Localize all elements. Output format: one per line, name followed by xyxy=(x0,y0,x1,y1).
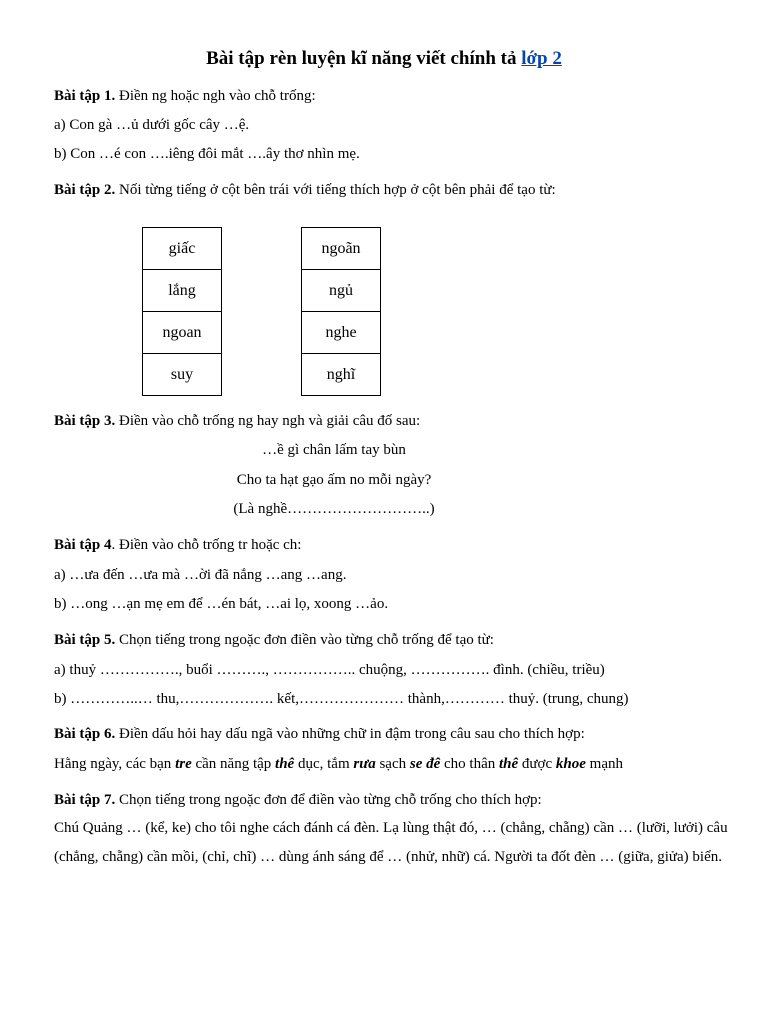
left-word-cell[interactable]: lắng xyxy=(143,270,222,312)
left-word-cell[interactable]: suy xyxy=(143,354,222,396)
exercise-label: Bài tập 5. xyxy=(54,632,116,648)
exercise-6-sentence xyxy=(54,754,623,774)
bold-word: thê xyxy=(499,756,519,772)
sentence-text: sạch xyxy=(375,756,410,772)
exercise-instruction: Điền ng hoặc ngh vào chỗ trống: xyxy=(115,88,316,104)
right-word-cell[interactable]: nghe xyxy=(302,312,381,354)
exercise-4-item-a: a) …ưa đến …ưa mà …ời đã nắng …ang …ang. xyxy=(54,567,347,583)
exercise-instruction: Chọn tiếng trong ngoặc đơn điền vào từng chỗ trống để tạo từ: xyxy=(115,632,494,648)
sentence-text: dục, tắm xyxy=(294,756,354,772)
sentence-text: Hằng ngày, các bạn xyxy=(54,756,176,772)
exercise-label: Bài tập 1. xyxy=(54,88,116,104)
right-column-table xyxy=(301,227,381,396)
exercise-6-heading xyxy=(54,724,585,744)
right-word-cell[interactable]: nghĩ xyxy=(302,354,381,396)
exercise-5-item-b: b) …………..… thu,………………. kết,………………… thành,………… thuỷ. (trung, chung) xyxy=(54,691,629,707)
exercise-label: Bài tập 7. xyxy=(54,792,116,808)
riddle-line-2: Cho ta hạt gạo ấm no mỗi ngày? xyxy=(236,472,432,488)
bold-word: se đê xyxy=(409,756,441,772)
sentence-text: mạnh xyxy=(585,756,623,772)
bold-word: tre xyxy=(175,756,192,772)
left-column-table xyxy=(142,227,222,396)
exercise-instruction: Điền dấu hỏi hay dấu ngã vào những chữ in đậm trong câu sau cho thích hợp: xyxy=(115,726,585,742)
riddle-answer-line: (Là nghề………………………..) xyxy=(233,501,435,517)
sentence-text: cần năng tập xyxy=(191,756,276,772)
exercise-label: Bài tập 3. xyxy=(54,413,116,429)
grade-link[interactable]: lớp 2 xyxy=(521,48,562,69)
title-text: Bài tập rèn luyện kĩ năng viết chính tả xyxy=(206,48,517,69)
exercise-label: Bài tập 2. xyxy=(54,182,116,198)
exercise-1-heading xyxy=(54,86,316,106)
exercise-5-heading xyxy=(54,630,494,650)
exercise-5-item-a: a) thuỷ ……………., buổi ………., …………….. chuộng, ……………. đình. (chiều, triều) xyxy=(54,662,605,678)
exercise-instruction: Chọn tiếng trong ngoặc đơn để điền vào từng chỗ trống cho thích hợp: xyxy=(115,792,542,808)
exercise-label: Bài tập 6. xyxy=(54,726,116,742)
exercise-2-heading xyxy=(54,180,556,200)
exercise-instruction: Điền vào chỗ trống ng hay ngh và giải câu đố sau: xyxy=(115,413,421,429)
sentence-text: cho thân xyxy=(440,756,499,772)
exercise-4-heading xyxy=(54,535,301,555)
riddle-line-1: …ề gì chân lấm tay bùn xyxy=(262,442,406,458)
exercise-instruction: Nối từng tiếng ở cột bên trái với tiếng thích hợp ở cột bên phải để tạo từ: xyxy=(115,182,556,198)
right-word-cell[interactable]: ngoãn xyxy=(302,228,381,270)
sentence-text: được xyxy=(518,756,556,772)
bold-word: thê xyxy=(275,756,295,772)
exercise-1-item-b: b) Con …é con ….iêng đôi mắt ….ây thơ nhìn mẹ. xyxy=(54,146,360,162)
exercise-1-item-a: a) Con gà …ủ dưới gốc cây …ệ. xyxy=(54,117,250,133)
exercise-7-heading xyxy=(54,790,542,810)
exercise-label: Bài tập 4 xyxy=(54,537,112,553)
page-title xyxy=(54,47,714,71)
bold-word: rưa xyxy=(353,756,376,772)
exercise-7-paragraph: Chú Quảng … (kể, ke) cho tôi nghe cách đánh cá đèn. Lạ lùng thật đó, … (chẳng, chẵng) cần … (lưỡi, lưởi) câu (chẳng, chẵng) cần mồi, (chỉ, chĩ) … dùng ánh sáng để … (nhử, nhữ) cá. Người ta đốt đèn … (giữa, giửa) biển. xyxy=(54,820,728,865)
exercise-4-item-b: b) …ong …ạn mẹ em để …én bát, …ai lọ, xoong …ảo. xyxy=(54,596,389,612)
exercise-instruction: . Điền vào chỗ trống tr hoặc ch: xyxy=(111,537,302,553)
exercise-3-heading xyxy=(54,411,420,431)
left-word-cell[interactable]: ngoan xyxy=(143,312,222,354)
right-word-cell[interactable]: ngủ xyxy=(302,270,381,312)
left-word-cell[interactable]: giấc xyxy=(143,228,222,270)
bold-word: khoe xyxy=(555,756,586,772)
